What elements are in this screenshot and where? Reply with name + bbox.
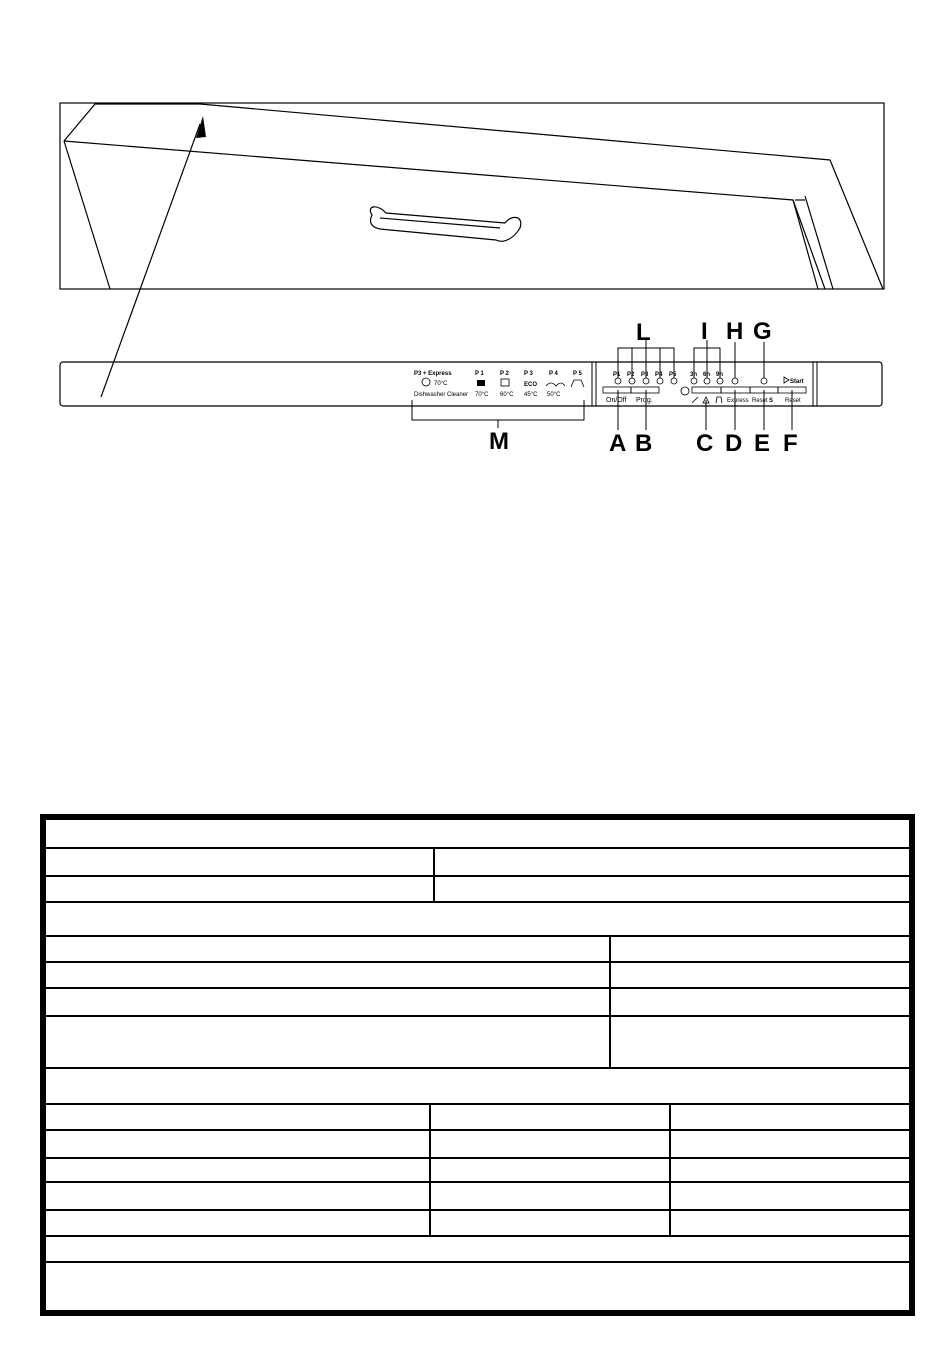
- led-label-p4: P4: [655, 372, 663, 378]
- on-off-label: On/Off: [606, 397, 627, 404]
- program-legend: [414, 371, 584, 398]
- dishwasher-cleaner-label: Dishwasher Cleaner: [414, 392, 469, 398]
- program-p4-temp: 50°C: [547, 392, 561, 398]
- pot-icon: [477, 380, 485, 386]
- callout-d: D: [725, 430, 743, 457]
- p3-express-label: P3 + Express: [414, 371, 452, 377]
- callout-e: E: [754, 430, 771, 457]
- led-h: [732, 378, 738, 384]
- led-p3: [643, 378, 649, 384]
- warning-icons: [692, 397, 722, 403]
- callout-m: M: [489, 428, 509, 455]
- start-label: Start: [790, 379, 804, 385]
- express-label: Express: [727, 398, 749, 404]
- callout-b: B: [635, 430, 653, 457]
- callout-i: I: [701, 318, 708, 345]
- buttons-ab: [603, 387, 659, 393]
- program-p1-temp: 70°C: [475, 392, 489, 398]
- program-p1: P 1: [475, 371, 484, 377]
- buttons-cdef: [692, 387, 806, 393]
- led-p5: [671, 378, 677, 384]
- led-6h: [704, 378, 710, 384]
- soak-icon: [571, 380, 584, 387]
- delay-9h: 9h: [716, 372, 724, 378]
- p3-temp: 70°C: [434, 381, 448, 387]
- empty-table: [40, 814, 915, 1316]
- delay-button: [692, 387, 721, 393]
- normal-icon: [501, 379, 509, 386]
- program-p2-temp: 60°C: [500, 392, 514, 398]
- program-p5: P 5: [573, 371, 582, 377]
- rapid-icon: [546, 383, 565, 386]
- led-label-p3: P3: [641, 372, 649, 378]
- program-leds: [613, 372, 677, 384]
- door-view: [60, 103, 884, 289]
- eco-icon: ECO: [524, 382, 538, 388]
- delay-leds: [690, 372, 767, 384]
- led-p1: [615, 378, 621, 384]
- led-p2: [629, 378, 635, 384]
- start-icon: [784, 377, 789, 383]
- s-icon: S: [769, 398, 774, 404]
- callout-h: H: [726, 318, 744, 345]
- prog-label: Prog.: [636, 397, 653, 404]
- led-label-p2: P2: [627, 372, 635, 378]
- led-label-p1: P1: [613, 372, 621, 378]
- callout-g: G: [753, 318, 772, 345]
- table-grid: [46, 820, 909, 1310]
- led-p4: [657, 378, 663, 384]
- program-p2: P 2: [500, 371, 509, 377]
- led-label-p5: P5: [669, 372, 677, 378]
- m-bracket: [412, 400, 584, 428]
- on-off-button: [603, 387, 631, 393]
- led-9h: [717, 378, 723, 384]
- prog-button: [631, 387, 659, 393]
- reset-label: Reset: [785, 398, 801, 404]
- pointer-arrow: [101, 116, 206, 397]
- callout-f: F: [783, 430, 798, 457]
- clock-icon: [681, 387, 689, 395]
- callout-c: C: [696, 430, 714, 457]
- led-g: [761, 378, 767, 384]
- led-3h: [691, 378, 697, 384]
- program-p3-temp: 45°C: [524, 392, 538, 398]
- delay-3h: 3h: [690, 372, 698, 378]
- callout-a: A: [609, 430, 627, 457]
- cleaner-icon: [422, 378, 430, 386]
- delay-6h: 6h: [703, 372, 711, 378]
- program-p4: P 4: [549, 371, 558, 377]
- reset-s-label: Reset: [752, 398, 768, 404]
- callout-l: L: [636, 319, 651, 346]
- callout-leaders: [618, 340, 792, 430]
- program-p3: P 3: [524, 371, 533, 377]
